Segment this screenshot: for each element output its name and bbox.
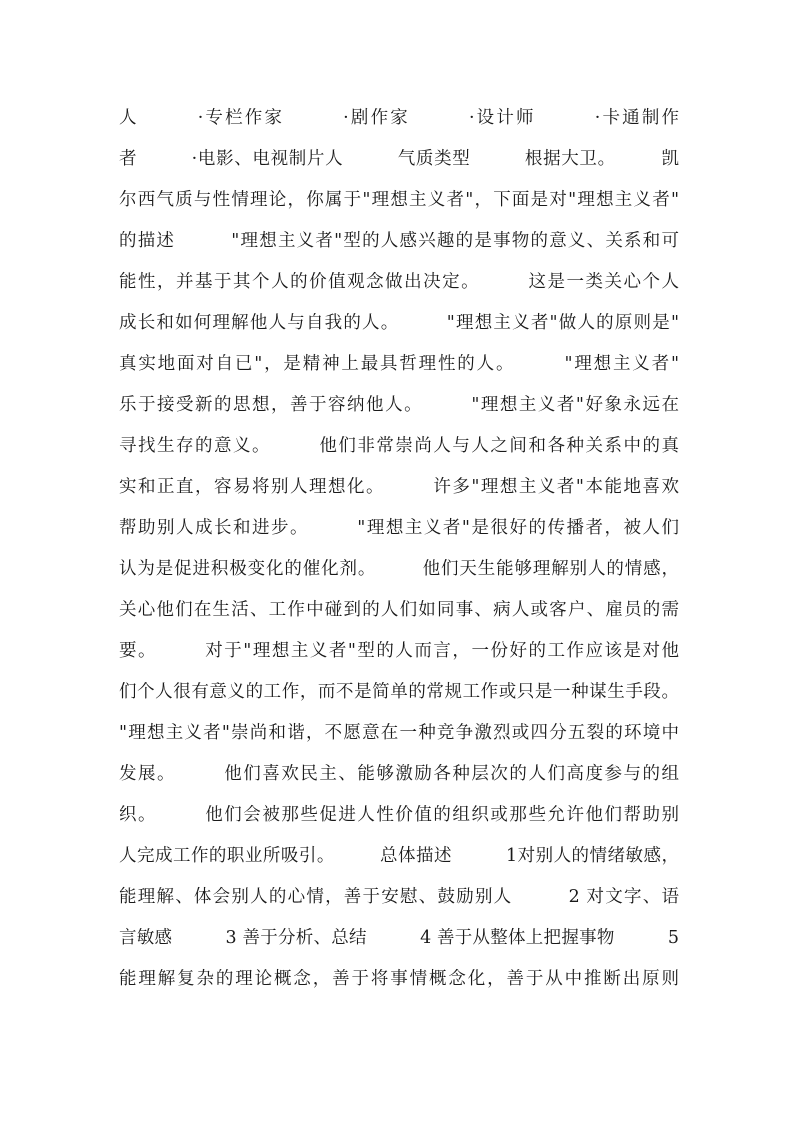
text-line: 言敏感 3 善于分析、总结 4 善于从整体上把握事物 5 [119, 928, 679, 948]
text-line: 们个人很有意义的工作，而不是简单的常规工作或只是一种谋生手段。 [119, 682, 679, 702]
text-line: "理想主义者"崇尚和谐，不愿意在一种竞争激烈或四分五裂的环境中 [119, 723, 679, 743]
text-line: 实和正直，容易将别人理想化。 许多"理想主义者"本能地喜欢 [119, 477, 679, 497]
text-line: 乐于接受新的思想，善于容纳他人。 "理想主义者"好象永远在 [119, 395, 679, 415]
text-line: 成长和如何理解他人与自我的人。 "理想主义者"做人的原则是" [119, 313, 679, 333]
text-line: 人 ·专栏作家 ·剧作家 ·设计师 ·卡通制作 [119, 108, 679, 128]
text-line: 的描述 "理想主义者"型的人感兴趣的是事物的意义、关系和可 [119, 231, 679, 251]
text-line: 能理解复杂的理论概念，善于将事情概念化，善于从中推断出原则 [119, 969, 679, 989]
text-line: 织。 他们会被那些促进人性价值的组织或那些允许他们帮助别 [119, 805, 679, 825]
text-line: 关心他们在生活、工作中碰到的人们如同事、病人或客户、雇员的需 [119, 600, 679, 620]
text-line: 者 ·电影、电视制片人 气质类型 根据大卫。 凯 [119, 149, 679, 169]
text-line: 寻找生存的意义。 他们非常崇尚人与人之间和各种关系中的真 [119, 436, 679, 456]
text-line: 认为是促进积极变化的催化剂。 他们天生能够理解别人的情感， [119, 559, 679, 579]
text-line: 帮助别人成长和进步。 "理想主义者"是很好的传播者，被人们 [119, 518, 679, 538]
text-line: 人完成工作的职业所吸引。 总体描述 1对别人的情绪敏感， [119, 846, 679, 866]
text-line: 能理解、体会别人的心情，善于安慰、鼓励别人 2 对文字、语 [119, 887, 679, 907]
text-line: 要。 对于"理想主义者"型的人而言，一份好的工作应该是对他 [119, 641, 679, 661]
body-text [119, 98, 679, 1000]
text-line: 真实地面对自已"，是精神上最具哲理性的人。 "理想主义者" [119, 354, 679, 374]
text-line: 发展。 他们喜欢民主、能够激励各种层次的人们高度参与的组 [119, 764, 679, 784]
text-line: 能性，并基于其个人的价值观念做出决定。 这是一类关心个人 [119, 272, 679, 292]
text-line: 尔西气质与性情理论，你属于"理想主义者"，下面是对"理想主义者" [119, 190, 679, 210]
